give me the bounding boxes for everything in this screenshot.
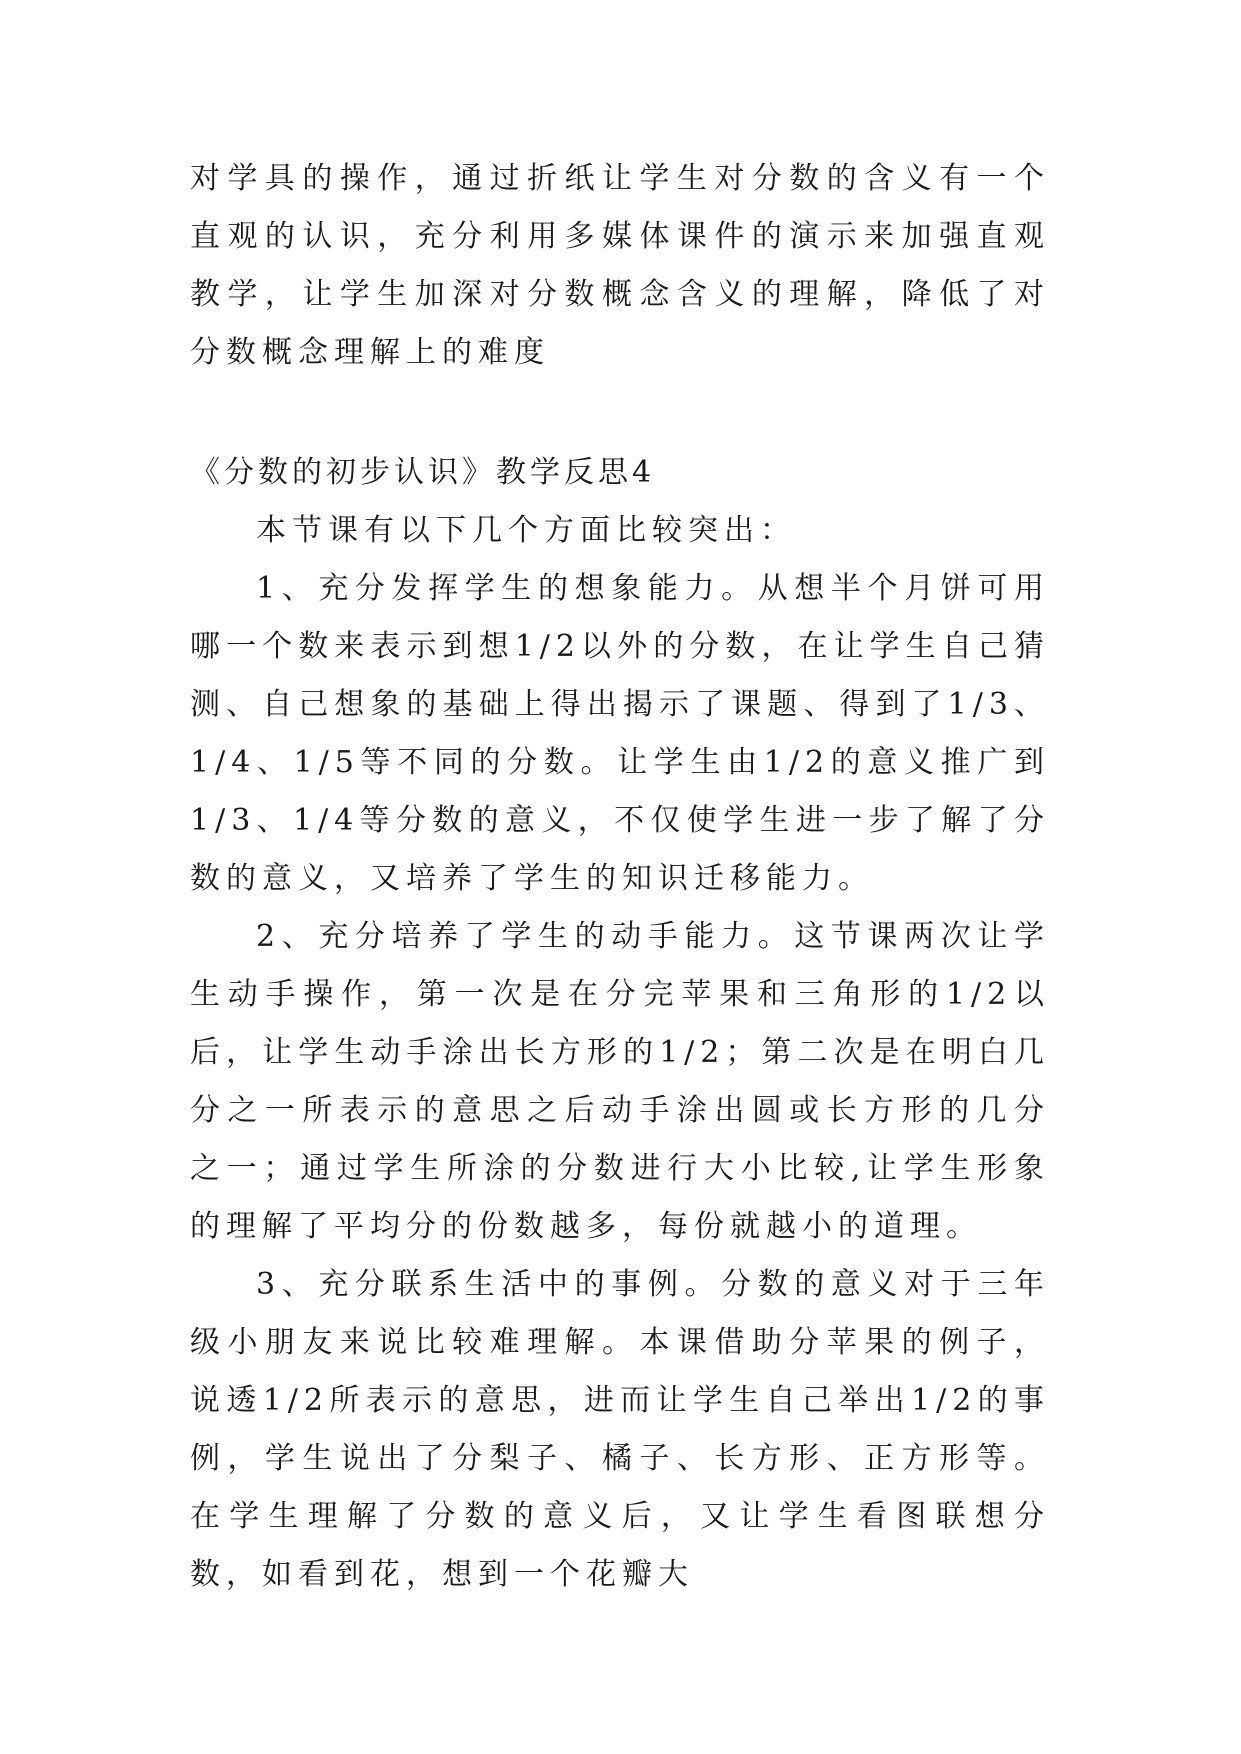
document-page — [190, 150, 1050, 1604]
section-gap — [190, 382, 1050, 444]
point-paragraph-2: 2、充分培养了学生的动手能力。这节课两次让学生动手操作，第一次是在分完苹果和三角形的1/2以后，让学生动手涂出长方形的1/2；第二次是在明白几分之一所表示的意思之后动手涂出圆或长方形的几分之一；通过学生所涂的分数进行大小比较,让学生形象的理解了平均分的份数越多，每份就越小的道理。 — [190, 919, 1050, 1244]
point-paragraph-1: 1、充分发挥学生的想象能力。从想半个月饼可用哪一个数来表示到想1/2以外的分数，在让学生自己猜测、自己想象的基础上得出揭示了课题、得到了1/3、1/4、1/5等不同的分数。让学生由1/2的意义推广到1/3、1/4等分数的意义，不仅使学生进一步了解了分数的意义，又培养了学生的知识迁移能力。 — [190, 571, 1050, 896]
intro-paragraph: 对学具的操作，通过折纸让学生对分数的含义有一个直观的认识，充分利用多媒体课件的演示来加强直观教学，让学生加深对分数概念含义的理解，降低了对分数概念理解上的难度 — [190, 161, 1050, 370]
point-paragraph-3: 3、充分联系生活中的事例。分数的意义对于三年级小朋友来说比较难理解。本课借助分苹果的例子，说透1/2所表示的意思，进而让学生自己举出1/2的事例，学生说出了分梨子、橘子、长方形、正方形等。在学生理解了分数的意义后，又让学生看图联想分数，如看到花，想到一个花瓣大 — [190, 1267, 1050, 1592]
lead-sentence: 本节课有以下几个方面比较突出： — [256, 513, 796, 548]
section-title: 《分数的初步认识》教学反思4 — [190, 455, 656, 490]
